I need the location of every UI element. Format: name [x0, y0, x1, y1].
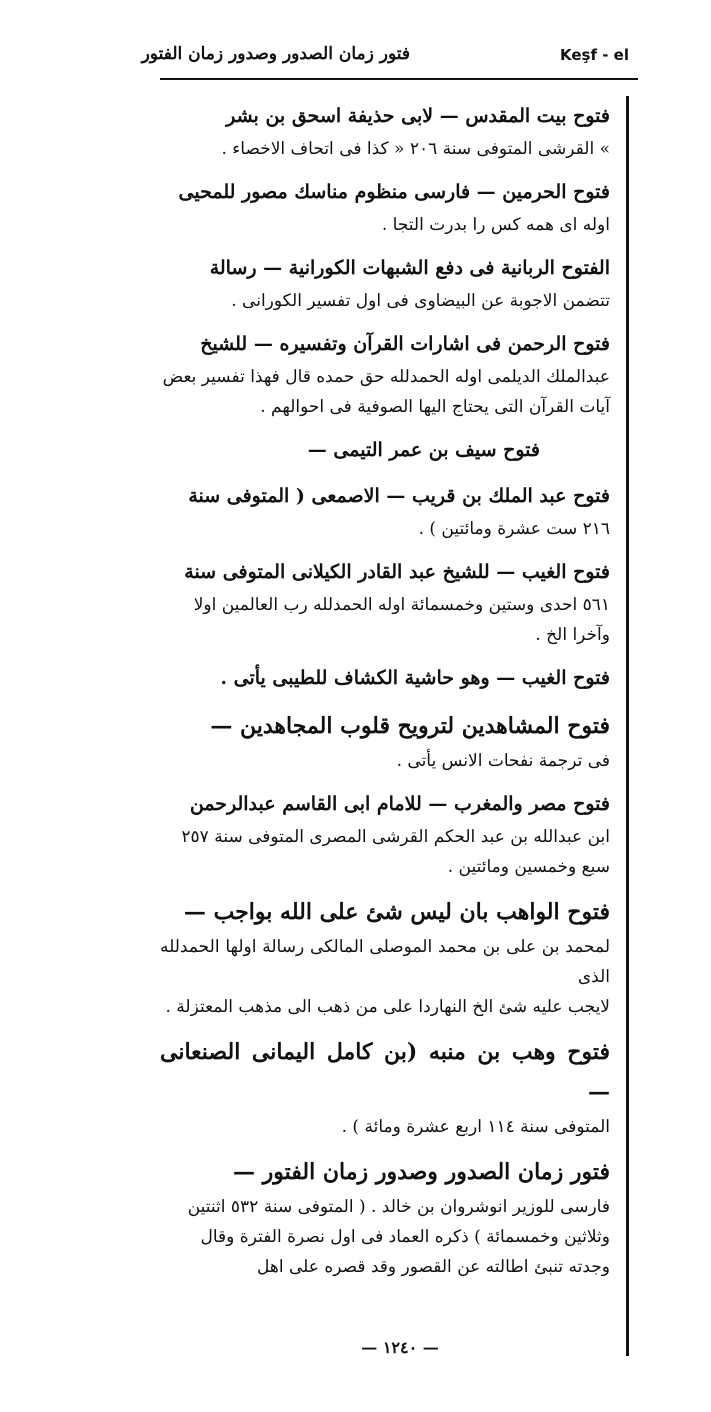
entry-line: ابن عبدالله بن عبد الحكم القرشى المصرى المتوفى سنة ٢٥٧ — [181, 827, 610, 847]
entry — [160, 326, 610, 422]
entry-line: فتوح وهب بن منبه (بن كامل اليمانى الصنعانى — — [160, 1039, 610, 1105]
entry-line: وآخرا الخ . — [535, 625, 610, 645]
entry-line: لمحمد بن على بن محمد الموصلى المالكى رسالة اولها الحمدلله الذى — [160, 937, 610, 987]
entry — [160, 250, 610, 316]
entry-line: فتوح الحرمين — فارسى منظوم مناسك مصور للمحيى — [178, 181, 610, 203]
entry — [160, 1032, 610, 1142]
entry — [160, 660, 610, 696]
entry-line: عبدالملك الديلمى اوله الحمدلله حق حمده قال فهذا تفسير بعض — [162, 367, 610, 387]
entry — [160, 554, 610, 650]
entry — [160, 1152, 610, 1282]
entry-line: فتوح الغيب — وهو حاشية الكشاف للطيبى يأتى . — [220, 667, 610, 689]
entry-line: تتضمن الاجوبة عن البيضاوى فى اول تفسير الكورانى . — [231, 291, 610, 311]
entry — [160, 478, 610, 544]
entry-line: فتوح المشاهدين لترويح قلوب المجاهدين — — [210, 713, 610, 739]
entry-line: المتوفى سنة ١١٤ اربع عشرة ومائة ) . — [341, 1117, 610, 1137]
entry-line: فتوح بيت المقدس — لابى حذيفة اسحق بن بشر — [226, 105, 610, 127]
entry-line: فتوح الواهب بان ليس شئ على الله بواجب — — [183, 899, 610, 925]
entry-line: لايجب عليه شئ الخ النهاردا على من ذهب الى مذهب المعتزلة . — [165, 997, 610, 1017]
entry-line: ٢١٦ ست عشرة ومائتين ) . — [418, 519, 610, 539]
entry — [160, 98, 610, 164]
header-rule — [160, 78, 638, 80]
entry-line: فتوح مصر والمغرب — للامام ابى القاسم عبدالرحمن — [189, 793, 610, 815]
entry-line: فتوح الغيب — للشيخ عبد القادر الكيلانى المتوفى سنة — [184, 561, 610, 583]
entry-line: فارسى للوزير انوشروان بن خالد . ( المتوفى سنة ٥٣٢ اثنتين — [187, 1197, 610, 1217]
running-head-latin: Keşf - el — [560, 46, 629, 64]
entry — [160, 174, 610, 240]
entry-line: » القرشى المتوفى سنة ٢٠٦ « كذا فى اتحاف الاخصاء . — [221, 139, 610, 159]
entry-line: فتور زمان الصدور وصدور زمان الفتور — — [233, 1159, 610, 1185]
entry — [160, 432, 610, 468]
entry — [160, 706, 610, 776]
dictionary-entries — [160, 98, 610, 1292]
entry — [160, 892, 610, 1022]
entry-line: فتوح عبد الملك بن قريب — الاصمعى ( المتوفى سنة — [188, 485, 610, 507]
page-number: — ١٢٤٠ — — [361, 1338, 439, 1357]
margin-rule — [626, 96, 629, 1356]
running-title: فتور زمان الصدور وصدور زمان الفتور — [141, 44, 410, 64]
entry — [160, 786, 610, 882]
entry-line: ٥٦١ احدى وستين وخمسمائة اوله الحمدلله رب العالمين اولا — [193, 595, 610, 615]
entry-line: اوله اى همه كس را بدرت التجا . — [381, 215, 610, 235]
entry-line: فى ترجمة نفحات الانس يأتى . — [396, 751, 610, 771]
entry-line: الفتوح الربانية فى دفع الشبهات الكورانية — رسالة — [209, 257, 610, 279]
entry-line: وثلاثين وخمسمائة ) ذكره العماد فى اول نصرة الفترة وقال — [200, 1227, 610, 1247]
entry-line: آيات القرآن التى يحتاج اليها الصوفية فى احوالهم . — [260, 397, 610, 417]
page-header — [141, 38, 640, 74]
entry-line: وجدته تنبئ اطالته عن القصور وقد قصره على اهل — [257, 1257, 610, 1277]
entry-line: فتوح سيف بن عمر التيمى — — [307, 439, 540, 461]
entry-line: سبع وخمسين ومائتين . — [447, 857, 610, 877]
entry-line: فتوح الرحمن فى اشارات القرآن وتفسيره — للشيخ — [200, 333, 610, 355]
